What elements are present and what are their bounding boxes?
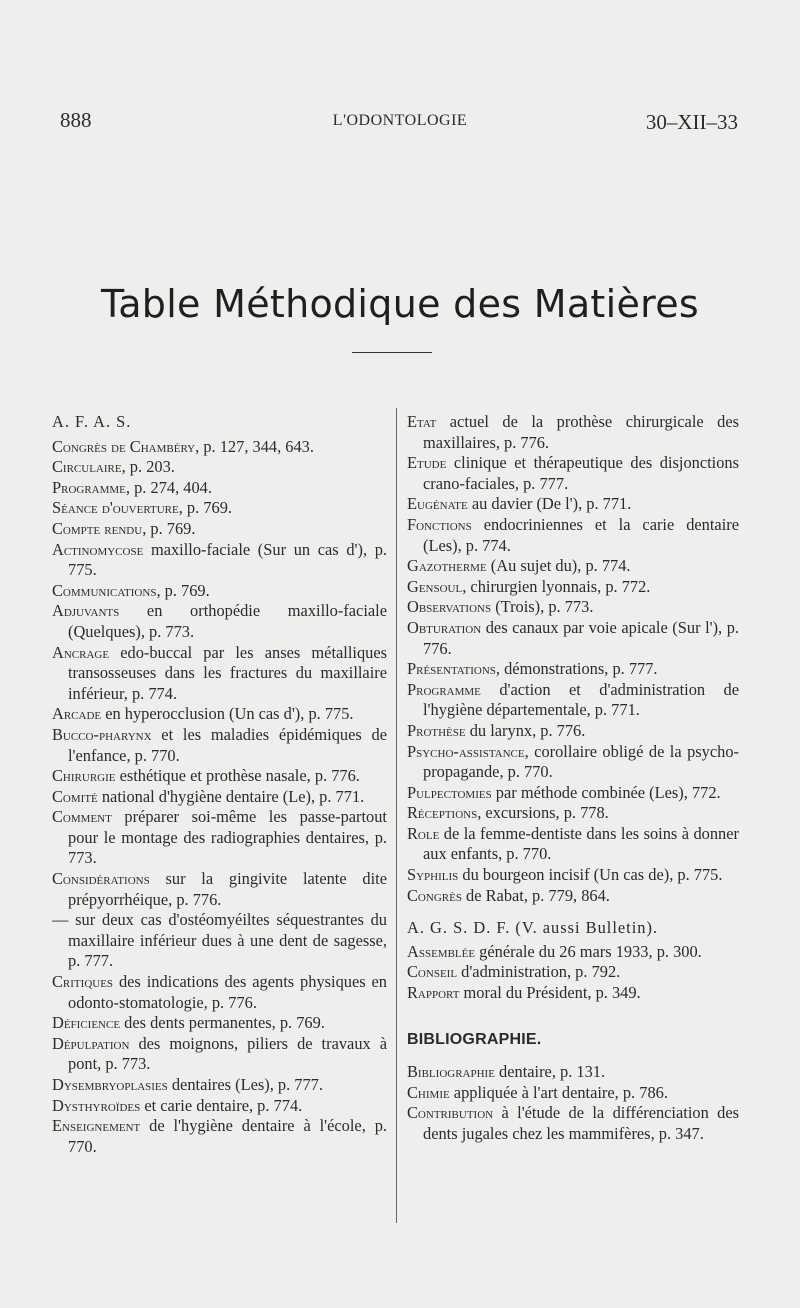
index-entry xyxy=(407,824,739,865)
entry-text: dentaires (Les), p. 777. xyxy=(167,1075,323,1094)
entry-keyword: Comité xyxy=(52,786,98,806)
entry-keyword: Considérations xyxy=(52,869,150,889)
entry-text: , p. 769. xyxy=(142,518,196,538)
entry-keyword: Communications xyxy=(52,580,157,600)
entry-keyword: Réceptions xyxy=(407,803,478,823)
entry-keyword: Syphilis xyxy=(407,865,459,885)
entry-keyword: Programme xyxy=(407,679,481,699)
entry-keyword: Conseil xyxy=(407,962,458,982)
entry-keyword: Adjuvants xyxy=(52,601,120,621)
index-entry xyxy=(52,972,387,1013)
entry-text: d'action et d'administration de l'hygiène départementale, p. 771. xyxy=(423,679,739,720)
entry-text: en hyperocclusion (Un cas d'), p. 775. xyxy=(101,704,354,724)
entry-text: edo-buccal par les anses métalliques transosseuses dans les fractures du maxillaire inférieur, p. 774. xyxy=(68,642,387,703)
entry-text: et carie dentaire, p. 774. xyxy=(140,1095,303,1115)
entry-text: (Au sujet du), p. 774. xyxy=(486,556,631,576)
index-entry xyxy=(52,1034,387,1075)
index-entry xyxy=(407,942,739,963)
index-entry xyxy=(52,787,387,808)
entry-text: de Rabat, p. 779, 864. xyxy=(461,885,610,905)
entry-text: appliquée à l'art dentaire, p. 786. xyxy=(449,1082,668,1102)
index-entry xyxy=(52,437,387,458)
entry-text: sur la gingivite latente dite prépyorrhéique, p. 776. xyxy=(68,869,387,909)
entry-keyword: Etat xyxy=(407,412,437,431)
entry-text: préparer soi-même les passe-partout pour le montage des radiographies dentaires, p. 773. xyxy=(68,807,387,868)
index-entry xyxy=(52,601,387,642)
agsdf-entries xyxy=(407,942,739,1004)
entry-text: , démonstrations, p. 777. xyxy=(495,659,658,679)
entry-keyword: Chimie xyxy=(407,1082,450,1102)
entry-keyword: Compte rendu xyxy=(52,518,143,538)
entry-keyword: Déficience xyxy=(52,1013,121,1033)
index-entry xyxy=(52,725,387,766)
entry-keyword: Critiques xyxy=(52,972,114,992)
running-header xyxy=(0,108,800,138)
entry-keyword: Bibliographie xyxy=(407,1062,495,1082)
entry-text: à l'étude de la différenciation des dents jugales chez les mammifères, p. 347. xyxy=(423,1103,739,1143)
entry-text: , p. 274, 404. xyxy=(125,477,212,497)
entry-keyword: Rapport xyxy=(407,983,460,1003)
entry-keyword: Arcade xyxy=(52,704,102,724)
entry-text: en orthopédie maxillo-faciale (Quelques), p. 773. xyxy=(68,601,387,641)
right-column xyxy=(407,412,739,1145)
entry-keyword: Dysthyroïdes xyxy=(52,1095,141,1115)
index-entry xyxy=(52,1116,387,1157)
entry-keyword: Circulaire xyxy=(52,457,122,477)
entry-keyword: Présentations xyxy=(407,659,496,679)
entry-keyword: Séance d'ouverture xyxy=(52,498,179,518)
index-entry xyxy=(407,783,739,804)
index-entry xyxy=(52,498,387,519)
entry-keyword: Role xyxy=(407,823,440,843)
index-entry xyxy=(407,659,739,680)
entry-text: dentaire, p. 131. xyxy=(494,1062,606,1082)
index-entry xyxy=(407,453,739,494)
entry-text: des moignons, piliers de travaux à pont, p. 773. xyxy=(68,1033,387,1074)
index-entry xyxy=(407,412,739,453)
left-entries xyxy=(52,437,387,1158)
entry-text: , p. 769. xyxy=(156,580,210,600)
entry-text: au davier (De l'), p. 771. xyxy=(467,494,632,514)
index-entry xyxy=(52,910,387,972)
index-entry xyxy=(407,865,739,886)
column-divider xyxy=(396,408,397,1223)
entry-text: du larynx, p. 776. xyxy=(465,720,586,740)
index-entry xyxy=(52,807,387,869)
index-entry xyxy=(407,742,739,783)
entry-text: — sur deux cas d'ostéomyéiltes séquestrantes du maxillaire inférieur dues à une dent de sagesse, p. 777. xyxy=(52,910,387,971)
entry-text: maxillo-faciale (Sur un cas d'), p. 775. xyxy=(68,539,387,580)
entry-keyword: Obturation xyxy=(407,617,482,637)
index-entry xyxy=(407,515,739,556)
entry-text: , p. 203. xyxy=(121,457,175,477)
entry-keyword: Congrès de Chambéry xyxy=(52,436,196,456)
entry-keyword: Dépulpation xyxy=(52,1033,130,1053)
entry-keyword: Comment xyxy=(52,807,112,827)
index-entry xyxy=(407,680,739,721)
entry-keyword: Ancrage xyxy=(52,642,110,662)
entry-keyword: Fonctions xyxy=(407,514,472,534)
index-entry xyxy=(407,618,739,659)
entry-keyword: Actinomycose xyxy=(52,539,144,559)
entry-text: , chirurgien lyonnais, p. 772. xyxy=(462,576,651,596)
section-heading-bibliographie: BIBLIOGRAPHIE. xyxy=(407,1030,542,1048)
entry-text: endocriniennes et la carie dentaire (Les), p. 774. xyxy=(423,514,739,555)
index-entry xyxy=(407,983,739,1004)
entry-text: des canaux par voie apicale (Sur l'), p. 776. xyxy=(423,617,739,658)
entry-keyword: Contribution xyxy=(407,1103,494,1123)
entry-keyword: Assemblée xyxy=(407,941,476,961)
entry-text: national d'hygiène dentaire (Le), p. 771. xyxy=(97,786,365,806)
index-entry xyxy=(52,540,387,581)
section-heading-afas: A. F. A. S. xyxy=(52,412,132,431)
index-entry xyxy=(52,519,387,540)
section-heading-agsdf xyxy=(407,918,739,939)
index-entry xyxy=(407,886,739,907)
entry-keyword: Dysembryoplasies xyxy=(52,1075,168,1094)
entry-text: et les maladies épidémiques de l'enfance, p. 770. xyxy=(68,724,387,765)
index-entry xyxy=(407,962,739,983)
index-entry xyxy=(407,1083,739,1104)
index-entry xyxy=(407,597,739,618)
index-entry xyxy=(52,704,387,725)
entry-text: des dents permanentes, p. 769. xyxy=(120,1013,325,1033)
entry-text: , p. 127, 344, 643. xyxy=(195,436,314,456)
entry-text: , corollaire obligé de la psycho-propagande, p. 770. xyxy=(423,741,739,782)
agsdf-heading-text: A. G. S. D. F. (V. aussi Bulletin). xyxy=(407,918,659,938)
journal-title: L'ODONTOLOGIE xyxy=(332,112,468,129)
entry-text: actuel de la prothèse chirurgicale des maxillaires, p. 776. xyxy=(423,412,739,452)
entry-keyword: Eugénate xyxy=(407,494,468,514)
index-entry xyxy=(52,869,387,910)
entry-text: , p. 769. xyxy=(178,498,233,518)
entry-text: générale du 26 mars 1933, p. 300. xyxy=(475,941,702,961)
index-entry xyxy=(407,577,739,598)
entry-keyword: Enseignement xyxy=(52,1116,141,1136)
entry-text: de l'hygiène dentaire à l'école, p. 770. xyxy=(68,1116,387,1156)
entry-text: par méthode combinée (Les), 772. xyxy=(491,782,721,802)
index-entry xyxy=(52,457,387,478)
right-entries xyxy=(407,412,739,906)
entry-keyword: Gensoul xyxy=(407,576,463,596)
index-entry xyxy=(52,1096,387,1117)
entry-keyword: Congrès xyxy=(407,885,462,905)
entry-keyword: Etude xyxy=(407,453,447,473)
entry-text: (Trois), p. 773. xyxy=(491,597,594,617)
index-entry xyxy=(52,581,387,602)
index-entry xyxy=(407,721,739,742)
entry-keyword: Observations xyxy=(407,597,492,617)
index-entry xyxy=(407,494,739,515)
bibliographie-entries xyxy=(407,1062,739,1144)
entry-keyword: Bucco-pharynx xyxy=(52,724,152,744)
index-entry xyxy=(52,643,387,705)
page-title: Table Méthodique des Matières xyxy=(100,282,700,326)
index-entry xyxy=(407,1103,739,1144)
index-entry xyxy=(407,556,739,577)
entry-keyword: Prothèse xyxy=(407,720,466,740)
title-rule xyxy=(352,352,432,353)
entry-text: esthétique et prothèse nasale, p. 776. xyxy=(115,766,360,786)
index-entry xyxy=(52,1013,387,1034)
entry-text: du bourgeon incisif (Un cas de), p. 775. xyxy=(458,865,723,885)
entry-keyword: Psycho-assistance xyxy=(407,741,525,761)
entry-keyword: Programme xyxy=(52,477,126,497)
entry-text: d'administration, p. 792. xyxy=(457,962,621,982)
index-entry xyxy=(52,1075,387,1096)
index-entry xyxy=(407,803,739,824)
entry-text: clinique et thérapeutique des disjonctions crano-faciales, p. 777. xyxy=(423,453,739,493)
index-entry xyxy=(407,1062,739,1083)
entry-keyword: Gazotherme xyxy=(407,556,487,576)
issue-date: 30–XII–33 xyxy=(645,110,738,134)
entry-text: de la femme-dentiste dans les soins à donner aux enfants, p. 770. xyxy=(423,823,739,864)
page-number: 888 xyxy=(60,108,92,132)
entry-text: moral du Président, p. 349. xyxy=(459,983,641,1003)
entry-text: des indications des agents physiques en odonto-stomatologie, p. 776. xyxy=(68,972,387,1012)
index-entry xyxy=(52,478,387,499)
entry-keyword: Chirurgie xyxy=(52,766,116,786)
entry-keyword: Pulpectomies xyxy=(407,782,492,802)
index-entry xyxy=(52,766,387,787)
left-column xyxy=(52,412,387,1157)
entry-text: , excursions, p. 778. xyxy=(477,803,609,823)
